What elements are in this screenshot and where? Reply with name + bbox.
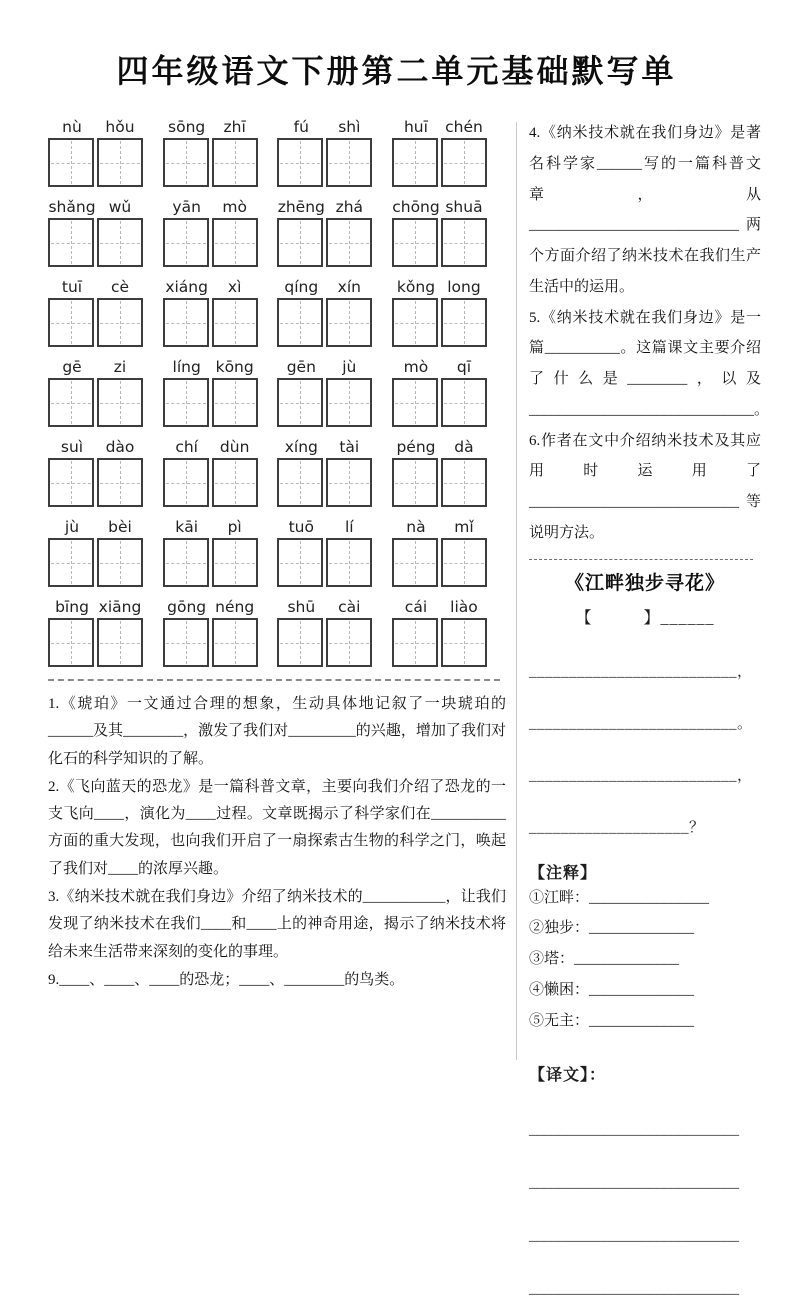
pinyin-syllable: sōng	[168, 118, 206, 136]
left-column	[48, 118, 506, 1297]
question-5: 5.《纳米技术就在我们身边》是一篇__________。这篇课文主要介绍了什么是________，以及______________________________。	[529, 309, 770, 418]
tianzige-writing-box	[392, 298, 438, 347]
tianzige-writing-box	[441, 138, 487, 187]
question-2: 2.《飞向蓝天的恐龙》是一篇科普文章，主要向我们介绍了恐龙的一支飞向____，演化为____过程。文章既揭示了科学家们在__________方面的重大发现，也向我们开启了一扇探索古生物的科学之门，唤起了我们对____的浓厚兴趣。	[48, 778, 506, 877]
word-group	[163, 198, 259, 267]
pinyin-label	[277, 438, 373, 456]
writing-boxes	[48, 218, 144, 267]
column-divider	[516, 122, 517, 1060]
tianzige-writing-box	[277, 138, 323, 187]
pinyin-syllable: mǐ	[454, 518, 474, 536]
word-group	[163, 518, 259, 587]
pinyin-syllable: tuō	[288, 518, 314, 536]
note-item: ③塔：______________	[529, 951, 680, 967]
pinyin-syllable: dùn	[219, 438, 250, 456]
poem-title: 《江畔独步寻花》	[564, 572, 725, 594]
writing-boxes	[48, 298, 144, 347]
pinyin-label	[48, 518, 144, 536]
pinyin-label	[48, 118, 144, 136]
pinyin-syllable: yān	[172, 198, 201, 216]
tianzige-writing-box	[326, 138, 372, 187]
pinyin-syllable: jù	[342, 358, 357, 376]
tianzige-writing-box	[163, 458, 209, 507]
pinyin-syllable: gēn	[286, 358, 316, 376]
word-group	[48, 278, 144, 347]
writing-boxes	[48, 458, 144, 507]
tianzige-writing-box	[48, 538, 94, 587]
pinyin-syllable: huī	[403, 118, 428, 136]
writing-boxes	[163, 298, 259, 347]
writing-boxes	[163, 218, 259, 267]
tianzige-writing-box	[441, 618, 487, 667]
word-group	[48, 518, 144, 587]
tianzige-writing-box	[212, 298, 258, 347]
pinyin-syllable: gē	[62, 358, 82, 376]
translation-line: ____________________________	[529, 1122, 739, 1139]
pinyin-syllable: zhī	[223, 118, 246, 136]
word-group	[163, 118, 259, 187]
pinyin-syllable: dào	[105, 438, 135, 456]
writing-boxes	[277, 298, 373, 347]
tianzige-writing-box	[212, 538, 258, 587]
pinyin-syllable: péng	[396, 438, 436, 456]
word-group	[277, 118, 373, 187]
question-4: 4.《纳米技术就在我们身边》是著名科学家______写的一篇科普文章，从____________________________两个方面介绍了纳米技术在我们生产生活中的运用。	[529, 125, 761, 295]
writing-boxes	[392, 138, 488, 187]
pinyin-syllable: xiāng	[98, 598, 142, 616]
word-group	[48, 598, 144, 667]
poem-line: __________________________，	[529, 663, 753, 680]
pinyin-syllable: chén	[445, 118, 483, 136]
writing-boxes	[392, 378, 488, 427]
notes-header: 【注释】	[529, 864, 598, 882]
tianzige-writing-box	[392, 218, 438, 267]
pinyin-syllable: long	[447, 278, 481, 296]
pinyin-syllable: kǒng	[396, 278, 436, 296]
pinyin-syllable: zhēng	[277, 198, 325, 216]
pinyin-syllable: shì	[338, 118, 361, 136]
pinyin-syllable: tài	[339, 438, 360, 456]
pinyin-label	[48, 358, 144, 376]
tianzige-writing-box	[48, 458, 94, 507]
word-group	[163, 358, 259, 427]
writing-boxes	[48, 378, 144, 427]
pinyin-syllable: zhá	[335, 198, 364, 216]
pinyin-syllable: pì	[227, 518, 242, 536]
tianzige-writing-box	[97, 138, 143, 187]
tianzige-writing-box	[48, 378, 94, 427]
word-group	[48, 198, 144, 267]
tianzige-writing-box	[212, 218, 258, 267]
tianzige-writing-box	[163, 138, 209, 187]
tianzige-writing-box	[212, 618, 258, 667]
writing-boxes	[392, 458, 488, 507]
poem-line: ____________________？	[529, 819, 705, 836]
pinyin-label	[163, 118, 259, 136]
poem-author-line: 【 】______	[575, 609, 715, 627]
writing-boxes	[48, 618, 144, 667]
writing-boxes	[392, 538, 488, 587]
tianzige-writing-box	[212, 378, 258, 427]
tianzige-writing-box	[212, 458, 258, 507]
tianzige-writing-box	[48, 218, 94, 267]
writing-boxes	[48, 138, 144, 187]
pinyin-syllable: wǔ	[108, 198, 132, 216]
translation-line: ____________________________	[529, 1175, 739, 1192]
tianzige-writing-box	[441, 458, 487, 507]
pinyin-label	[163, 278, 259, 296]
word-group	[392, 118, 488, 187]
writing-boxes	[277, 538, 373, 587]
pinyin-row	[48, 198, 488, 267]
question-6: 6.作者在文中介绍纳米技术及其应用时运用了____________________________等说明方法。	[529, 432, 761, 541]
tianzige-writing-box	[97, 458, 143, 507]
pinyin-row	[48, 278, 488, 347]
pinyin-syllable: nù	[62, 118, 82, 136]
tianzige-writing-box	[392, 458, 438, 507]
pinyin-syllable: cài	[338, 598, 361, 616]
tianzige-writing-box	[48, 298, 94, 347]
pinyin-label	[163, 438, 259, 456]
tianzige-writing-box	[277, 378, 323, 427]
pinyin-syllable: kāi	[175, 518, 199, 536]
pinyin-label	[163, 358, 259, 376]
word-group	[392, 518, 488, 587]
question-3: 3.《纳米技术就在我们身边》介绍了纳米技术的___________，让我们发现了纳米技术在我们____和____上的神奇用途，揭示了纳米技术将给未来生活带来深刻的变化的事理。	[48, 889, 506, 960]
word-group	[163, 438, 259, 507]
writing-boxes	[163, 538, 259, 587]
word-group	[392, 278, 488, 347]
poem-line: __________________________。	[529, 715, 753, 732]
tianzige-writing-box	[163, 378, 209, 427]
word-group	[392, 198, 488, 267]
tianzige-writing-box	[326, 218, 372, 267]
pinyin-label	[392, 278, 488, 296]
translation-section	[529, 1062, 761, 1297]
note-item: ④懒困：______________	[529, 981, 695, 998]
pinyin-label	[392, 198, 488, 216]
tianzige-writing-box	[277, 538, 323, 587]
writing-boxes	[163, 458, 259, 507]
translation-header: 【译文】：	[529, 1067, 607, 1085]
tianzige-writing-box	[97, 378, 143, 427]
pinyin-syllable: xíng	[284, 438, 318, 456]
tianzige-writing-box	[163, 538, 209, 587]
pinyin-label	[48, 198, 144, 216]
content	[0, 118, 793, 1297]
word-group	[48, 358, 144, 427]
note-item: ②独步：______________	[529, 920, 695, 937]
poem-section	[529, 568, 761, 836]
pinyin-label	[392, 118, 488, 136]
pinyin-label	[392, 358, 488, 376]
word-group	[392, 438, 488, 507]
pinyin-syllable: néng	[215, 598, 255, 616]
pinyin-label	[277, 518, 373, 536]
writing-boxes	[163, 138, 259, 187]
pinyin-syllable: shū	[287, 598, 316, 616]
poem-line: __________________________，	[529, 767, 753, 784]
pinyin-syllable: hǒu	[105, 118, 135, 136]
pinyin-grid	[48, 118, 500, 667]
pinyin-syllable: líng	[172, 358, 201, 376]
writing-boxes	[163, 618, 259, 667]
question-1: 1.《琥珀》一文通过合理的想象，生动具体地记叙了一块琥珀的______及其________，激发了我们对_________的兴趣，增加了我们对化石的科学知识的了解。	[48, 696, 506, 767]
tianzige-writing-box	[441, 378, 487, 427]
tianzige-writing-box	[97, 298, 143, 347]
tianzige-writing-box	[326, 618, 372, 667]
pinyin-row	[48, 118, 488, 187]
pinyin-syllable: fú	[293, 118, 309, 136]
pinyin-syllable: xiáng	[165, 278, 208, 296]
writing-boxes	[277, 138, 373, 187]
pinyin-syllable: kōng	[215, 358, 254, 376]
writing-boxes	[48, 538, 144, 587]
word-group	[48, 438, 144, 507]
tianzige-writing-box	[48, 618, 94, 667]
pinyin-syllable: shuā	[445, 198, 483, 216]
pinyin-label	[277, 598, 373, 616]
tianzige-writing-box	[392, 538, 438, 587]
section-separator	[529, 559, 753, 560]
tianzige-writing-box	[441, 538, 487, 587]
pinyin-label	[392, 518, 488, 536]
tianzige-writing-box	[441, 298, 487, 347]
pinyin-label	[163, 598, 259, 616]
word-group	[277, 198, 373, 267]
writing-boxes	[277, 458, 373, 507]
word-group	[277, 358, 373, 427]
tianzige-writing-box	[97, 538, 143, 587]
pinyin-syllable: mò	[222, 198, 247, 216]
pinyin-row	[48, 598, 488, 667]
section-separator	[48, 679, 500, 681]
tianzige-writing-box	[392, 138, 438, 187]
tianzige-writing-box	[326, 458, 372, 507]
word-group	[277, 518, 373, 587]
translation-line: ____________________________	[529, 1281, 739, 1297]
translation-line: ____________________________	[529, 1228, 739, 1245]
pinyin-label	[277, 118, 373, 136]
pinyin-syllable: xì	[227, 278, 242, 296]
writing-boxes	[277, 618, 373, 667]
pinyin-label	[277, 278, 373, 296]
tianzige-writing-box	[97, 218, 143, 267]
tianzige-writing-box	[277, 458, 323, 507]
pinyin-syllable: zi	[113, 358, 127, 376]
tianzige-writing-box	[97, 618, 143, 667]
word-group	[392, 358, 488, 427]
pinyin-syllable: chí	[175, 438, 198, 456]
pinyin-label	[277, 198, 373, 216]
note-item: ⑤无主：______________	[529, 1012, 695, 1029]
writing-boxes	[277, 378, 373, 427]
pinyin-syllable: bèi	[108, 518, 132, 536]
pinyin-syllable: lí	[345, 518, 354, 536]
note-item: ①江畔：________________	[529, 889, 710, 906]
pinyin-syllable: cái	[404, 598, 428, 616]
pinyin-syllable: nà	[406, 518, 426, 536]
pinyin-label	[48, 598, 144, 616]
pinyin-label	[163, 198, 259, 216]
pinyin-syllable: gōng	[167, 598, 207, 616]
pinyin-syllable: bīng	[55, 598, 89, 616]
tianzige-writing-box	[441, 218, 487, 267]
pinyin-syllable: tuī	[61, 278, 83, 296]
tianzige-writing-box	[392, 618, 438, 667]
pinyin-row	[48, 358, 488, 427]
writing-boxes	[277, 218, 373, 267]
pinyin-label	[392, 598, 488, 616]
tianzige-writing-box	[48, 138, 94, 187]
word-group	[277, 438, 373, 507]
pinyin-syllable: dà	[454, 438, 474, 456]
writing-boxes	[392, 218, 488, 267]
tianzige-writing-box	[392, 378, 438, 427]
tianzige-writing-box	[163, 298, 209, 347]
tianzige-writing-box	[277, 618, 323, 667]
word-group	[277, 278, 373, 347]
tianzige-writing-box	[163, 218, 209, 267]
tianzige-writing-box	[212, 138, 258, 187]
right-column	[529, 118, 770, 1297]
word-group	[392, 598, 488, 667]
word-group	[277, 598, 373, 667]
pinyin-syllable: qī	[456, 358, 472, 376]
writing-boxes	[392, 298, 488, 347]
pinyin-row	[48, 518, 488, 587]
tianzige-writing-box	[326, 378, 372, 427]
pinyin-syllable: mò	[403, 358, 429, 376]
question-9: 9.____、____、____的恐龙；____、________的鸟类。	[48, 971, 405, 988]
pinyin-row	[48, 438, 488, 507]
word-group	[163, 278, 259, 347]
page-title: 四年级语文下册第二单元基础默写单	[116, 53, 677, 89]
pinyin-label	[48, 438, 144, 456]
tianzige-writing-box	[163, 618, 209, 667]
pinyin-label	[392, 438, 488, 456]
pinyin-syllable: suì	[60, 438, 84, 456]
word-group	[163, 598, 259, 667]
pinyin-syllable: qíng	[284, 278, 319, 296]
pinyin-syllable: xín	[337, 278, 361, 296]
writing-boxes	[163, 378, 259, 427]
writing-boxes	[392, 618, 488, 667]
pinyin-syllable: chōng	[392, 198, 440, 216]
pinyin-syllable: liào	[450, 598, 478, 616]
tianzige-writing-box	[277, 218, 323, 267]
word-group	[48, 118, 144, 187]
pinyin-label	[48, 278, 144, 296]
tianzige-writing-box	[277, 298, 323, 347]
pinyin-label	[163, 518, 259, 536]
pinyin-syllable: cè	[110, 278, 130, 296]
tianzige-writing-box	[326, 538, 372, 587]
notes-section	[529, 860, 761, 1037]
tianzige-writing-box	[326, 298, 372, 347]
pinyin-label	[277, 358, 373, 376]
pinyin-syllable: jù	[64, 518, 80, 536]
pinyin-syllable: shǎng	[48, 198, 96, 216]
